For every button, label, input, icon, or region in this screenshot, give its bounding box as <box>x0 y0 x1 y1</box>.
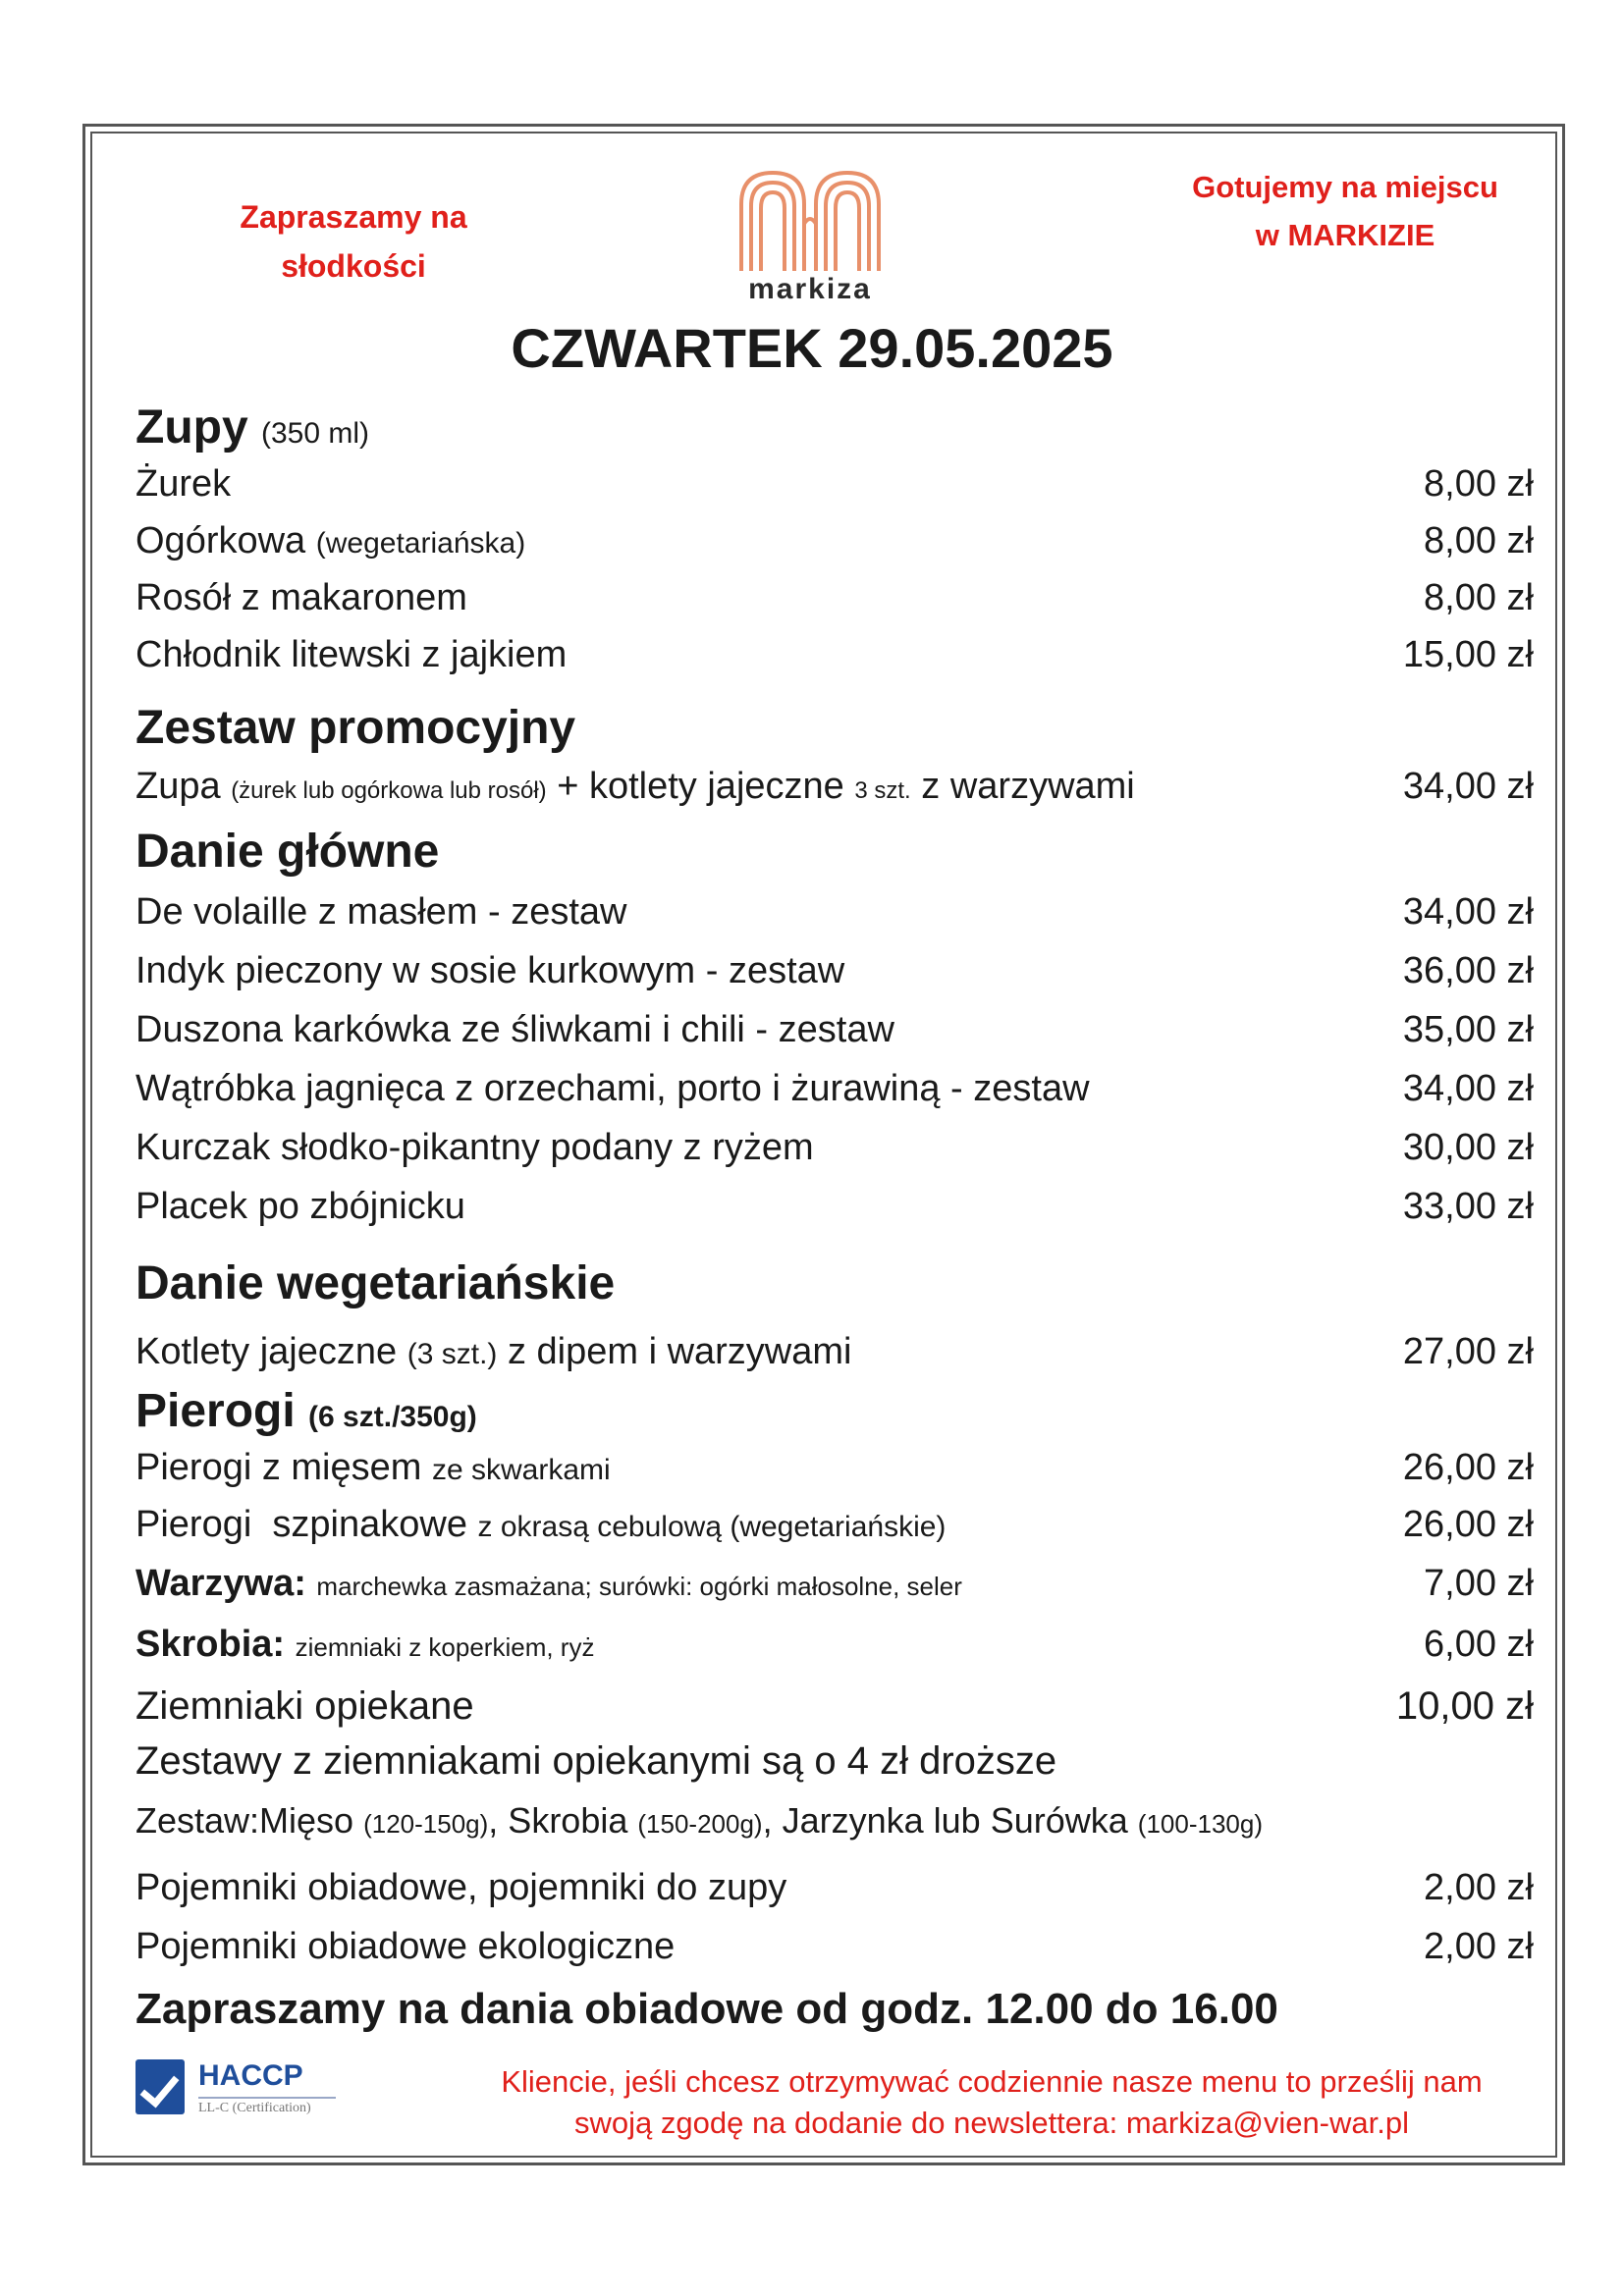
item-name: Pierogi z mięsem <box>135 1447 422 1488</box>
item-price: 15,00 zł <box>1402 634 1534 675</box>
haccp-badge <box>135 2054 342 2124</box>
promo-part2-note: 3 szt. <box>854 777 911 804</box>
item-name: Pierogi szpinakowe <box>135 1504 467 1545</box>
item-name: Pojemniki obiadowe ekologiczne <box>135 1926 676 1967</box>
promo-part3: z warzywami <box>921 766 1135 807</box>
item-price: 7,00 zł <box>1424 1563 1534 1604</box>
item-price: 34,00 zł <box>1402 766 1534 807</box>
item-name: Ziemniaki opiekane <box>135 1684 474 1728</box>
item-name-rest: z dipem i warzywami <box>507 1331 852 1372</box>
item-price: 26,00 zł <box>1402 1504 1534 1545</box>
item-price: 35,00 zł <box>1402 1009 1534 1050</box>
item-note: z okrasą cebulową (wegetariańskie) <box>477 1511 947 1543</box>
promo-sweets <box>206 192 501 291</box>
promo-sweets-line1: Zapraszamy na <box>240 199 467 235</box>
promo-cooking <box>1159 163 1532 259</box>
menu-row <box>135 891 1534 934</box>
set-def-c: , Jarzynka lub Surówka <box>762 1800 1128 1841</box>
section-vegetarian-title: Danie wegetariańskie <box>135 1257 616 1309</box>
promo-cooking-line1: Gotujemy na miejscu <box>1192 170 1498 204</box>
promo-sweets-line2: słodkości <box>281 248 426 284</box>
menu-row <box>135 1867 1534 1909</box>
set-def-c-note: (100-130g) <box>1137 1809 1263 1839</box>
set-def-a: Zestaw:Mięso <box>135 1800 354 1841</box>
checkmark-icon <box>135 2059 185 2114</box>
item-name: Duszona karkówka ze śliwkami i chili - zestaw <box>135 1009 894 1050</box>
item-price: 34,00 zł <box>1402 1068 1534 1109</box>
haccp-title: HACCP <box>198 2059 303 2092</box>
item-price: 27,00 zł <box>1402 1331 1534 1372</box>
set-definition-row <box>135 1800 1534 1842</box>
menu-row <box>135 1926 1534 1968</box>
item-name: Placek po zbójnicku <box>135 1186 465 1227</box>
menu-row <box>135 1447 1534 1489</box>
item-name: Pojemniki obiadowe, pojemniki do zupy <box>135 1867 787 1908</box>
menu-row <box>135 463 1534 506</box>
pierogi-title: Pierogi <box>135 1385 296 1437</box>
menu-row <box>135 577 1534 619</box>
newsletter-note <box>412 2061 1571 2144</box>
menu-row <box>135 1624 1534 1666</box>
set-def-b: , Skrobia <box>488 1800 628 1841</box>
section-main-dishes-title: Danie główne <box>135 826 440 878</box>
item-name: Kurczak słodko-pikantny podany z ryżem <box>135 1127 814 1168</box>
item-price: 34,00 zł <box>1402 891 1534 933</box>
sets-note-row <box>135 1739 1534 1784</box>
section-soups-title <box>135 400 369 454</box>
item-name: Chłodnik litewski z jajkiem <box>135 634 568 675</box>
soups-title: Zupy <box>135 401 248 454</box>
item-note: (wegetariańska) <box>315 527 526 560</box>
menu-row <box>135 520 1534 562</box>
starch-label: Skrobia: <box>135 1624 286 1665</box>
item-price: 8,00 zł <box>1424 577 1534 618</box>
section-promo-set-title: Zestaw promocyjny <box>135 702 576 754</box>
item-price: 33,00 zł <box>1402 1186 1534 1227</box>
vegetables-label: Warzywa: <box>135 1563 306 1604</box>
item-price: 2,00 zł <box>1424 1867 1534 1908</box>
item-name: Wątróbka jagnięca z orzechami, porto i żurawiną - zestaw <box>135 1068 1090 1109</box>
item-price: 8,00 zł <box>1424 463 1534 505</box>
menu-row <box>135 1127 1534 1169</box>
vegetables-note: marchewka zasmażana; surówki: ogórki małosolne, seler <box>316 1572 962 1601</box>
markiza-logo-icon <box>731 165 889 273</box>
pierogi-note: (6 szt./350g) <box>308 1401 477 1433</box>
item-price: 8,00 zł <box>1424 520 1534 561</box>
menu-row <box>135 766 1534 808</box>
promo-part1-note: (żurek lub ogórkowa lub rosół) <box>231 777 547 804</box>
haccp-subtitle: LL-C (Certification) <box>198 2101 311 2115</box>
menu-row <box>135 1068 1534 1110</box>
promo-part1: Zupa <box>135 766 221 807</box>
item-name: Rosół z makaronem <box>135 577 467 618</box>
promo-part2: + kotlety jajeczne <box>557 766 844 807</box>
menu-row <box>135 1504 1534 1546</box>
item-name: Kotlety jajeczne <box>135 1331 398 1372</box>
menu-row <box>135 950 1534 992</box>
item-name: De volaille z masłem - zestaw <box>135 891 627 933</box>
section-pierogi-title <box>135 1384 477 1438</box>
sets-note: Zestawy z ziemniakami opiekanymi są o 4 zł droższe <box>135 1739 1057 1783</box>
item-price: 2,00 zł <box>1424 1926 1534 1967</box>
menu-row <box>135 634 1534 676</box>
item-name: Indyk pieczony w sosie kurkowym - zestaw <box>135 950 845 991</box>
set-def-b-note: (150-200g) <box>637 1809 763 1839</box>
menu-row <box>135 1009 1534 1051</box>
haccp-divider <box>198 2097 336 2099</box>
logo-wordmark: markiza <box>748 273 872 305</box>
item-name: Ogórkowa <box>135 520 306 561</box>
item-note: ze skwarkami <box>431 1454 611 1486</box>
item-price: 6,00 zł <box>1424 1624 1534 1665</box>
item-note: (3 szt.) <box>406 1338 498 1370</box>
starch-note: ziemniaki z koperkiem, ryż <box>295 1632 595 1662</box>
item-price: 30,00 zł <box>1402 1127 1534 1168</box>
newsletter-line2: swoją zgodę na dodanie do newslettera: markiza@vien-war.pl <box>574 2106 1409 2140</box>
menu-row <box>135 1684 1534 1729</box>
newsletter-line1: Kliencie, jeśli chcesz otrzymywać codziennie nasze menu to prześlij nam <box>501 2064 1483 2099</box>
menu-row <box>135 1186 1534 1228</box>
closing-hours: Zapraszamy na dania obiadowe od godz. 12.00 do 16.00 <box>135 1985 1278 2033</box>
item-price: 26,00 zł <box>1402 1447 1534 1488</box>
item-price: 36,00 zł <box>1402 950 1534 991</box>
item-name: Żurek <box>135 463 232 505</box>
soups-note: (350 ml) <box>261 417 370 450</box>
menu-row <box>135 1331 1534 1373</box>
set-def-a-note: (120-150g) <box>363 1809 489 1839</box>
menu-date-title: CZWARTEK 29.05.2025 <box>511 317 1113 379</box>
promo-cooking-line2: w MARKIZIE <box>1255 218 1435 252</box>
menu-row <box>135 1563 1534 1605</box>
item-price: 10,00 zł <box>1395 1684 1534 1728</box>
